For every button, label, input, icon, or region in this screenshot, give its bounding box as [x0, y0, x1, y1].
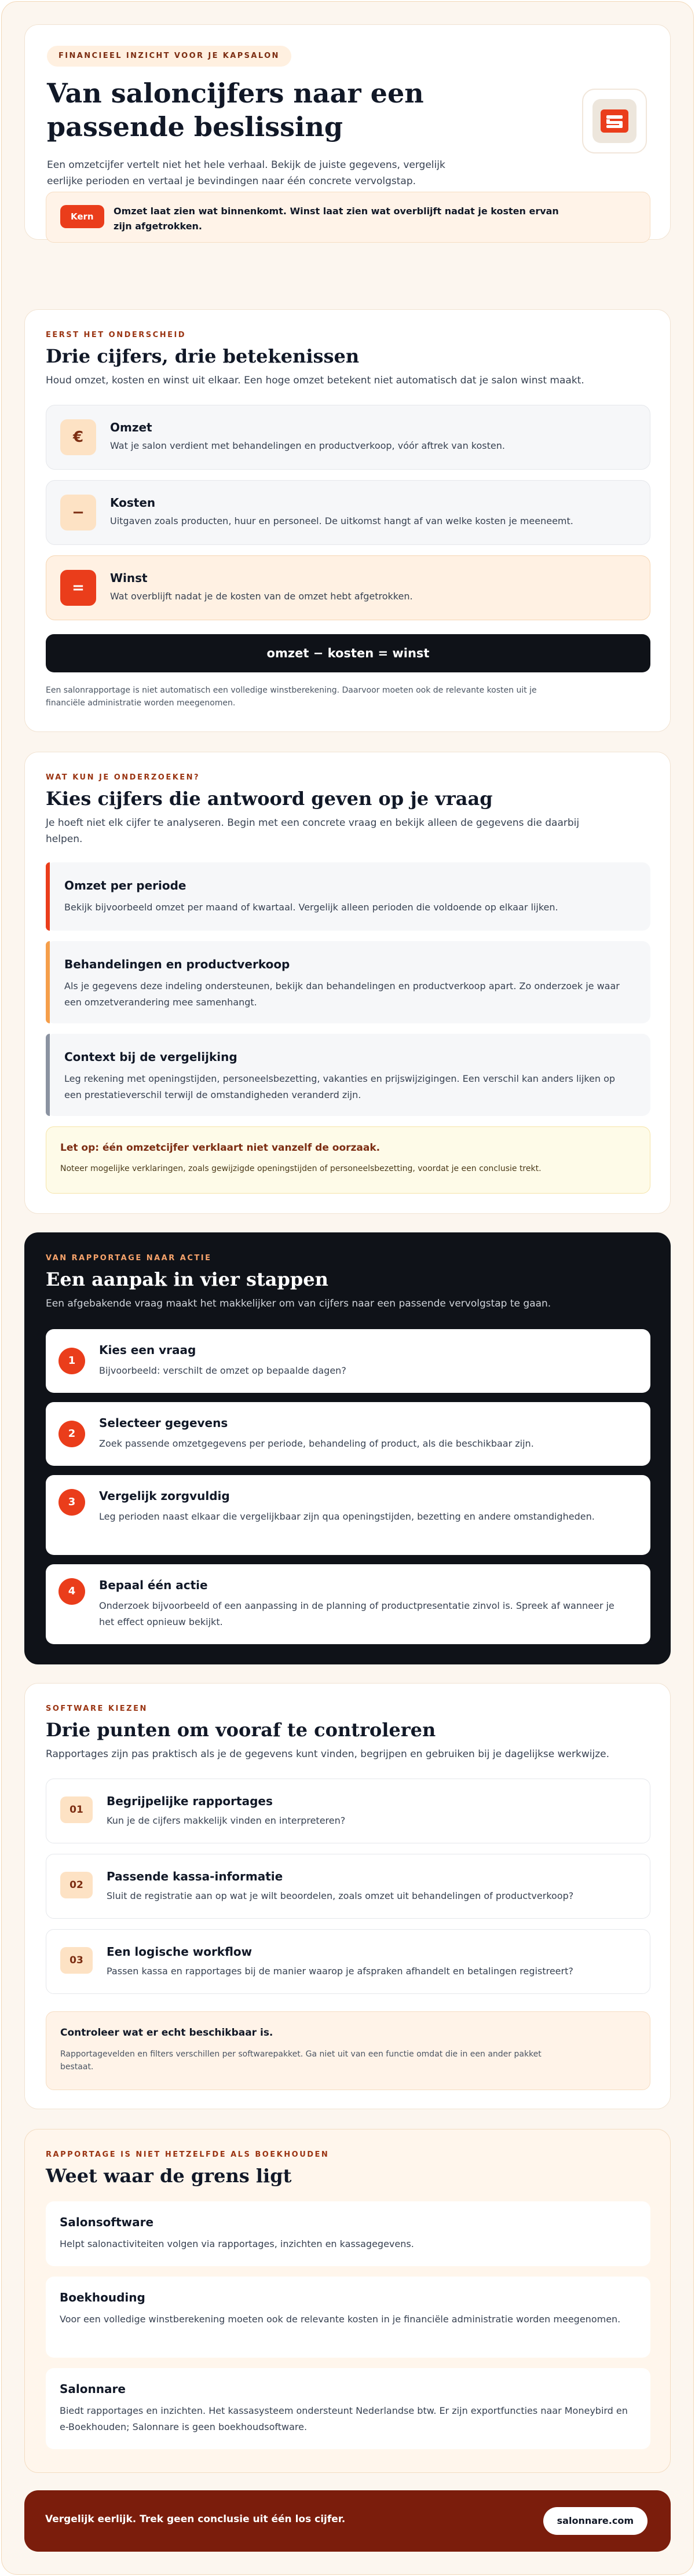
limit-desc: Helpt salonactiviteiten volgen via rapportages, inzichten en kassagegevens.: [60, 2238, 414, 2249]
hero-card: [24, 24, 671, 240]
steps-card: [24, 1232, 671, 1664]
difference-note: Een salonrapportage is niet automatisch een volledige winstberekening. Daarvoor moeten ook de relevante kosten uit je financiële administratie worden meegenomen.: [46, 686, 537, 708]
check-point: [46, 1929, 650, 1994]
step-number: 2: [58, 1421, 85, 1447]
metric-title: Winst: [110, 571, 148, 585]
step-desc: Zoek passende omzetgegevens per periode, behandeling of product, als die beschikbaar zijn.: [99, 1438, 534, 1449]
accent-bar: [46, 941, 50, 1023]
minus-icon: −: [60, 495, 96, 530]
step-title: Vergelijk zorgvuldig: [99, 1489, 230, 1503]
salon-logo: [582, 89, 647, 153]
hero-title: Van saloncijfers naar een passende beslissing: [47, 78, 424, 142]
hero-pill: FINANCIEEL INZICHT VOOR JE KAPSALON: [47, 46, 291, 67]
warning-callout: [46, 1126, 650, 1194]
core-text: Omzet laat zien wat binnenkomt. Winst laat zien wat overblijft nadat je kosten ervan zijn afgetrokken.: [114, 206, 559, 232]
software-card: [24, 1683, 671, 2109]
limit-title: Salonnare: [60, 2382, 126, 2396]
logo-icon: [592, 99, 637, 143]
research-item-desc: Bekijk bijvoorbeeld omzet per maand of kwartaal. Vergelijk alleen perioden die voldoende op elkaar lijken.: [64, 902, 558, 913]
metric-desc: Wat overblijft nadat je de kosten van de omzet hebt afgetrokken.: [110, 591, 413, 602]
equals-icon: =: [60, 570, 96, 606]
metric-title: Omzet: [110, 420, 152, 434]
check-point: [46, 1854, 650, 1919]
step-desc: Onderzoek bijvoorbeeld of een aanpassing in de planning of productpresentatie zinvol is. Spreek af wanneer je het effect opnieuw bekijkt.: [99, 1600, 614, 1627]
research-item: [46, 941, 650, 1023]
limit-item: [46, 2201, 650, 2266]
step-item: [46, 1564, 650, 1644]
accent-bar: [46, 1034, 50, 1116]
accent-bar: [46, 862, 50, 931]
limit-item: [46, 2368, 650, 2449]
step-item: [46, 1329, 650, 1393]
euro-icon: €: [60, 419, 96, 455]
limits-card: [24, 2129, 671, 2473]
point-title: Passende kassa-informatie: [107, 1869, 283, 1883]
metric-desc: Uitgaven zoals producten, huur en personeel. De uitkomst hangt af van welke kosten je meeneemt.: [110, 515, 573, 526]
availability-text: Rapportagevelden en filters verschillen per softwarepakket. Ga niet uit van een functie omdat die in een ander pakket bestaat.: [60, 2050, 542, 2072]
limits-kicker: RAPPORTAGE IS NIET HETZELFDE ALS BOEKHOUDEN: [46, 2150, 330, 2159]
software-kicker: SOFTWARE KIEZEN: [46, 1704, 148, 1713]
hero-intro: Een omzetcijfer vertelt niet het hele verhaal. Bekijk de juiste gegevens, vergelijk eerlijke perioden en vertaal je bevindingen naar één concrete vervolgstap.: [47, 159, 445, 188]
steps-title: Een aanpak in vier stappen: [46, 1268, 328, 1290]
point-desc: Passen kassa en rapportages bij de manier waarop je afspraken afhandelt en betalingen registreert?: [107, 1966, 573, 1977]
software-title: Drie punten om vooraf te controleren: [46, 1719, 436, 1741]
step-title: Selecteer gegevens: [99, 1416, 228, 1430]
research-item-desc: Leg rekening met openingstijden, personeelsbezetting, vakanties en prijswijzigingen. Een verschil kan anders lijken op een prestatieverschil terwijl de omstandigheden veranderd zijn.: [64, 1073, 616, 1100]
profit-formula: omzet − kosten = winst: [46, 634, 650, 672]
warning-text: Noteer mogelijke verklaringen, zoals gewijzigde openingstijden of personeelsbezetting, voordat je een conclusie trekt.: [60, 1164, 542, 1173]
research-card: [24, 752, 671, 1214]
core-badge: Kern: [60, 205, 104, 228]
availability-title: Controleer wat er echt beschikbaar is.: [60, 2027, 273, 2039]
research-kicker: WAT KUN JE ONDERZOEKEN?: [46, 773, 200, 782]
step-title: Kies een vraag: [99, 1343, 196, 1357]
research-item: [46, 1034, 650, 1116]
software-lead: Rapportages zijn pas praktisch als je de gegevens kunt vinden, begrijpen en gebruiken bij je dagelijkse werkwijze.: [46, 1748, 609, 1760]
step-item: [46, 1475, 650, 1555]
step-title: Bepaal één actie: [99, 1578, 208, 1592]
step-number: 3: [58, 1489, 85, 1516]
research-item-title: Context bij de vergelijking: [64, 1050, 237, 1064]
step-number: 4: [58, 1578, 85, 1605]
research-item-title: Omzet per periode: [64, 879, 186, 892]
step-number: 1: [58, 1348, 85, 1374]
availability-callout: [46, 2011, 650, 2090]
step-desc: Leg perioden naast elkaar die vergelijkbaar zijn qua openingstijden, bezetting en andere omstandigheden.: [99, 1511, 595, 1522]
point-number: 01: [60, 1796, 93, 1823]
research-item-desc: Als je gegevens deze indeling ondersteunen, bekijk dan behandelingen en productverkoop apart. Zo onderzoek je waar een omzetverandering mee samenhangt.: [64, 980, 620, 1008]
metric-omzet: [46, 405, 650, 470]
website-link-button[interactable]: salonnare.com: [543, 2507, 648, 2535]
step-item: [46, 1402, 650, 1466]
point-desc: Kun je de cijfers makkelijk vinden en interpreteren?: [107, 1815, 346, 1826]
warning-title: Let op: één omzetcijfer verklaart niet vanzelf de oorzaak.: [60, 1142, 381, 1154]
footer-banner: [24, 2490, 671, 2552]
limit-title: Boekhouding: [60, 2290, 145, 2304]
difference-card: [24, 309, 671, 732]
limits-title: Weet waar de grens ligt: [46, 2165, 292, 2187]
limit-title: Salonsoftware: [60, 2215, 154, 2229]
difference-kicker: EERST HET ONDERSCHEID: [46, 331, 186, 339]
limit-desc: Biedt rapportages en inzichten. Het kassasysteem ondersteunt Nederlandse btw. Er zijn exportfuncties naar Moneybird en e-Boekhouden; Salonnare is geen boekhoudsoftware.: [60, 2405, 628, 2432]
metric-winst: [46, 555, 650, 620]
research-lead: Je hoeft niet elk cijfer te analyseren. Begin met een concrete vraag en bekijk alleen de gegevens die daarbij helpen.: [46, 817, 580, 846]
point-title: Een logische workflow: [107, 1945, 253, 1959]
metric-kosten: [46, 480, 650, 545]
point-title: Begrijpelijke rapportages: [107, 1794, 273, 1808]
metric-desc: Wat je salon verdient met behandelingen en productverkoop, vóór aftrek van kosten.: [110, 440, 505, 451]
steps-kicker: VAN RAPPORTAGE NAAR ACTIE: [46, 1254, 212, 1263]
steps-lead: Een afgebakende vraag maakt het makkelijker om van cijfers naar een passende vervolgstap te gaan.: [46, 1298, 551, 1309]
footer-text: Vergelijk eerlijk. Trek geen conclusie uit één los cijfer.: [45, 2513, 346, 2525]
point-desc: Sluit de registratie aan op wat je wilt beoordelen, zoals omzet uit behandelingen of productverkoop?: [107, 1890, 574, 1901]
limit-desc: Voor een volledige winstberekening moeten ook de relevante kosten in je financiële administratie worden meegenomen.: [60, 2314, 621, 2325]
research-item: [46, 862, 650, 931]
limit-item: [46, 2277, 650, 2358]
research-item-title: Behandelingen en productverkoop: [64, 957, 290, 971]
point-number: 02: [60, 1872, 93, 1898]
research-title: Kies cijfers die antwoord geven op je vraag: [46, 788, 493, 810]
step-desc: Bijvoorbeeld: verschilt de omzet op bepaalde dagen?: [99, 1365, 346, 1376]
difference-title: Drie cijfers, drie betekenissen: [46, 345, 360, 367]
difference-lead: Houd omzet, kosten en winst uit elkaar. Een hoge omzet betekent niet automatisch dat je salon winst maakt.: [46, 375, 584, 386]
metric-title: Kosten: [110, 496, 156, 510]
core-callout: [46, 192, 650, 243]
check-point: [46, 1779, 650, 1843]
point-number: 03: [60, 1947, 93, 1974]
